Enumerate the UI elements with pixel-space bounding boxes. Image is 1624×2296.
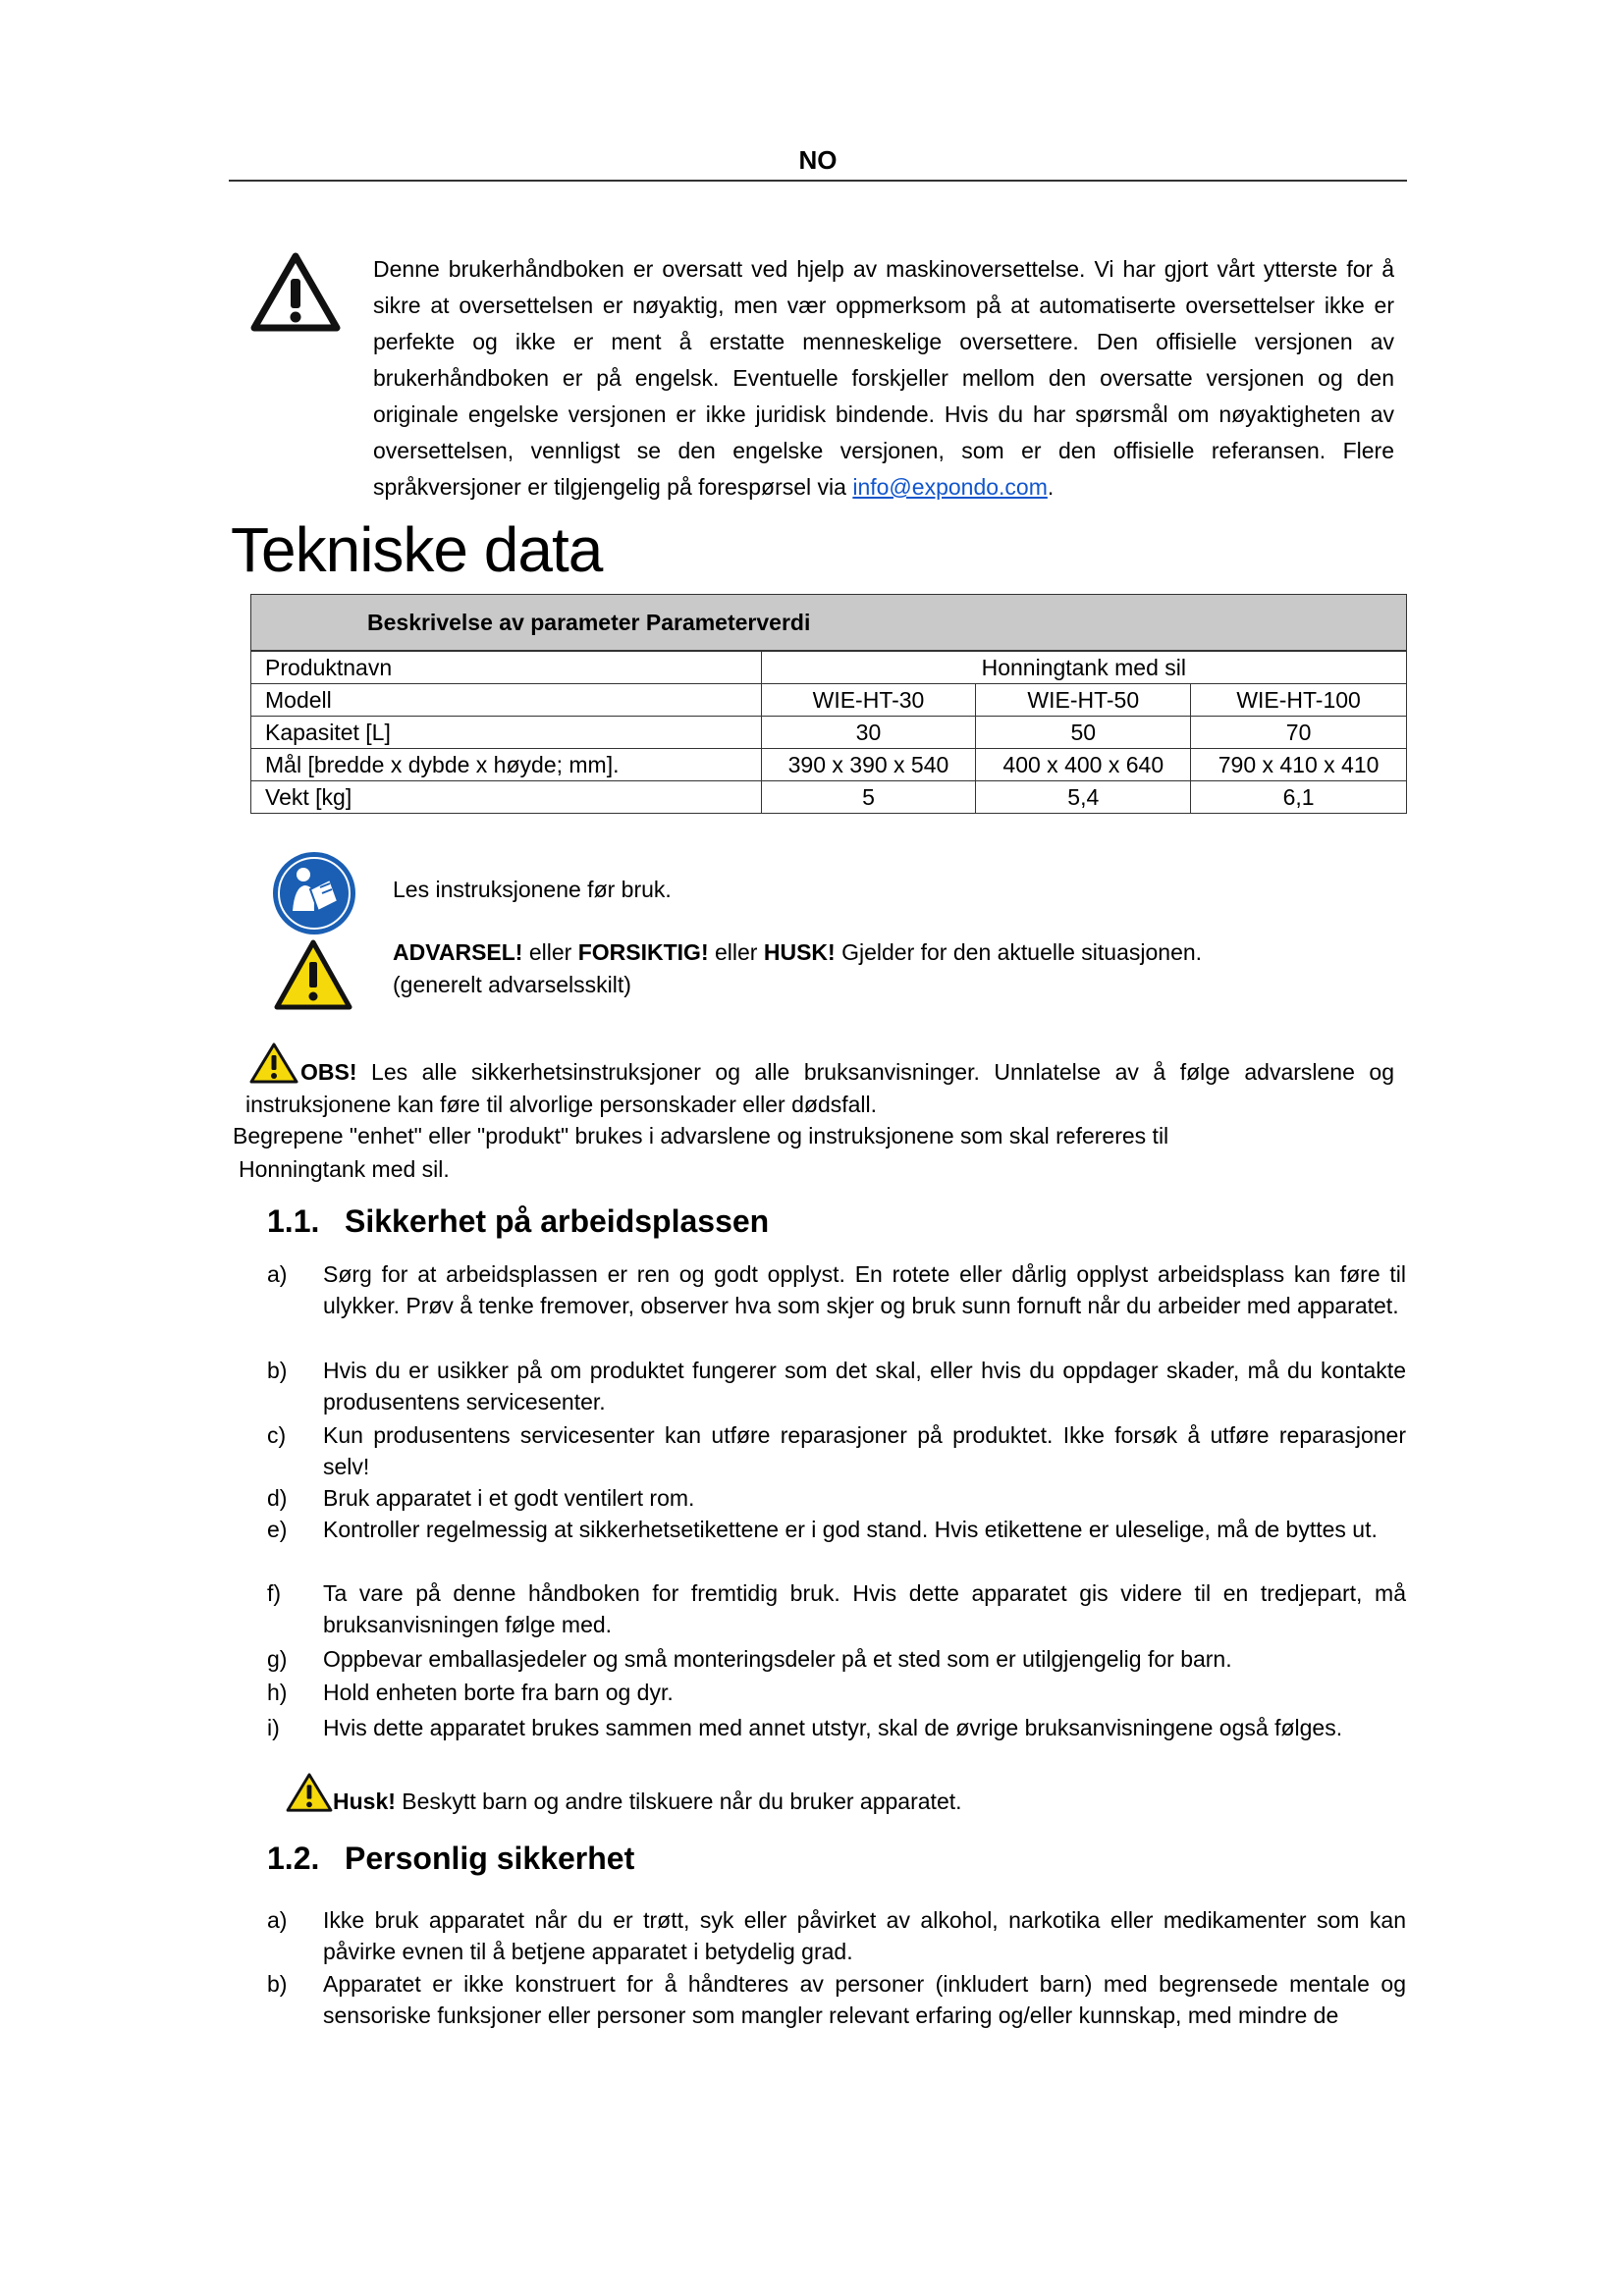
table-row [251, 717, 1407, 749]
table-header: Beskrivelse av parameter Parameterverdi [367, 610, 811, 635]
obs-label: OBS! [300, 1059, 357, 1085]
list-item-label: a) [267, 1907, 288, 1933]
warning-sep: eller [522, 939, 578, 965]
list-item-label: c) [267, 1422, 287, 1448]
husk-note [333, 1789, 962, 1815]
husk-note-label: Husk! [333, 1789, 396, 1814]
table-cell-label: Kapasitet [L] [251, 717, 762, 749]
list-item-text: Ta vare på denne håndboken for fremtidig bruk. Hvis dette apparatet gis videre til en tredjepart, må bruksanvisningen følge med. [323, 1580, 1406, 1637]
table-cell-label: Vekt [kg] [251, 781, 762, 814]
list-item-text: Bruk apparatet i et godt ventilert rom. [323, 1485, 695, 1511]
list-item-text: Sørg for at arbeidsplassen er ren og godt opplyst. En rotete eller dårlig opplyst arbeidsplass kan føre til ulykker. Prøv å tenke fremover, observer hva som skjer og bruk sunn fornuft når du arbeider med apparatet. [323, 1261, 1406, 1318]
table-row [251, 684, 1407, 717]
read-instructions-text: Les instruksjonene før bruk. [393, 877, 672, 902]
table-row [251, 651, 1407, 684]
list-item-text: Kontroller regelmessig at sikkerhetsetikettene er i god stand. Hvis etikettene er uleselige, må de byttes ut. [323, 1517, 1378, 1542]
list-item-text: Hvis du er usikker på om produktet fungerer som det skal, eller hvis du oppdager skader, må du kontakte produsentens servicesenter. [323, 1358, 1406, 1415]
table-header-row [251, 595, 1407, 652]
email-link[interactable]: info@expondo.com [852, 474, 1048, 500]
table-cell-value: 70 [1191, 717, 1407, 749]
list-item-label: b) [267, 1971, 288, 1997]
husk-warning-icon [285, 1772, 334, 1813]
list-item-label: h) [267, 1680, 288, 1705]
section-number: 1.1. [267, 1203, 320, 1239]
section-heading-workplace [267, 1203, 769, 1240]
list-item-text: Kun produsentens servicesenter kan utføre reparasjoner på produktet. Ikke forsøk å utføre reparasjoner selv! [323, 1422, 1406, 1479]
warning-rest: Gjelder for den aktuelle situasjonen. [835, 939, 1203, 965]
table-header-cell [251, 595, 1407, 652]
table-cell-value: 5 [761, 781, 976, 814]
table-cell-value: WIE-HT-50 [976, 684, 1191, 717]
list-item-label: b) [267, 1358, 288, 1383]
list-item-label: g) [267, 1646, 288, 1672]
table-cell-value: WIE-HT-30 [761, 684, 976, 717]
general-warning-sign-text: (generelt advarselsskilt) [393, 972, 631, 997]
husk-note-text: Beskytt barn og andre tilskuere når du bruker apparatet. [395, 1789, 962, 1814]
list-item-text: Oppbevar emballasjedeler og små monteringsdeler på et sted som er utilgjengelig for barn. [323, 1646, 1232, 1672]
table-cell-label: Modell [251, 684, 762, 717]
table-cell-value: 6,1 [1191, 781, 1407, 814]
language-code: NO [798, 145, 838, 175]
terms-line-2: Honningtank med sil. [239, 1156, 450, 1182]
table-cell-value: 50 [976, 717, 1191, 749]
warning-triangle-icon [250, 251, 341, 332]
table-cell-value: 5,4 [976, 781, 1191, 814]
section-heading-personal [267, 1841, 634, 1877]
notice-text: Denne brukerhåndboken er oversatt ved hjelp av maskinoversettelse. Vi har gjort vårt ytterste for å sikre at oversettelsen er nøyaktig, men vær oppmerksom på at automatiserte oversettelser ikke er perfekte og ikke er ment å erstatte menneskelige oversettere. Den offisielle versjonen av brukerhåndboken er på engelsk. Eventuelle forskjeller mellom den oversatte versjonen og den originale engelske versjonen er ikke juridisk bindende. Hvis du har spørsmål om nøyaktigheten av oversettelsen, vennligst se den engelske versjonen, som er den offisielle referansen. Flere språkversjoner er tilgjengelig på forespørsel via [373, 256, 1394, 500]
spec-table [250, 594, 1407, 814]
yellow-warning-icon [273, 938, 353, 1011]
table-cell-value: Honningtank med sil [761, 651, 1406, 684]
page-title: Tekniske data [231, 514, 603, 585]
notice-end: . [1047, 474, 1055, 500]
list-item-label: e) [267, 1517, 288, 1542]
list-item-label: f) [267, 1580, 282, 1606]
table-row [251, 781, 1407, 814]
list-item-label: i) [267, 1715, 280, 1740]
table-cell-value: 390 x 390 x 540 [761, 749, 976, 781]
obs-text: Les alle sikkerhetsinstruksjoner og alle bruksanvisninger. Unnlatelse av å følge advarslene og instruksjonene kan føre til alvorlige personskader eller dødsfall. [245, 1059, 1394, 1117]
advarsel-label: ADVARSEL! [393, 939, 523, 965]
translation-notice [373, 251, 1394, 506]
list-item-label: d) [267, 1485, 288, 1511]
header-rule [229, 180, 1407, 182]
husk-label: HUSK! [763, 939, 836, 965]
section-title: Sikkerhet på arbeidsplassen [345, 1203, 770, 1239]
read-manual-icon [271, 850, 357, 936]
warning-sep: eller [708, 939, 764, 965]
list-item-text: Hvis dette apparatet brukes sammen med annet utstyr, skal de øvrige bruksanvisningene også følges. [323, 1715, 1343, 1740]
list-item-text: Hold enheten borte fra barn og dyr. [323, 1680, 674, 1705]
table-cell-label: Produktnavn [251, 651, 762, 684]
obs-note [245, 1056, 1394, 1121]
section-number: 1.2. [267, 1841, 320, 1876]
section-title: Personlig sikkerhet [345, 1841, 635, 1876]
table-cell-value: 400 x 400 x 640 [976, 749, 1191, 781]
list-item-text: Ikke bruk apparatet når du er trøtt, syk eller påvirket av alkohol, narkotika eller medikamenter som kan påvirke evnen til å betjene apparatet i betydelig grad. [323, 1907, 1406, 1964]
table-cell-value: 790 x 410 x 410 [1191, 749, 1407, 781]
warning-line [393, 939, 1202, 966]
table-row [251, 749, 1407, 781]
list-item-text: Apparatet er ikke konstruert for å håndteres av personer (inkludert barn) med begrensede mentale og sensoriske funksjoner eller personer som mangler relevant erfaring og/eller kunnskap, med mindre de [323, 1971, 1406, 2028]
forsiktig-label: FORSIKTIG! [577, 939, 709, 965]
list-item-label: a) [267, 1261, 288, 1287]
table-cell-value: 30 [761, 717, 976, 749]
table-cell-label: Mål [bredde x dybde x høyde; mm]. [251, 749, 762, 781]
table-cell-value: WIE-HT-100 [1191, 684, 1407, 717]
terms-line-1: Begrepene "enhet" eller "produkt" brukes i advarslene og instruksjonene som skal refereres til [233, 1123, 1169, 1148]
